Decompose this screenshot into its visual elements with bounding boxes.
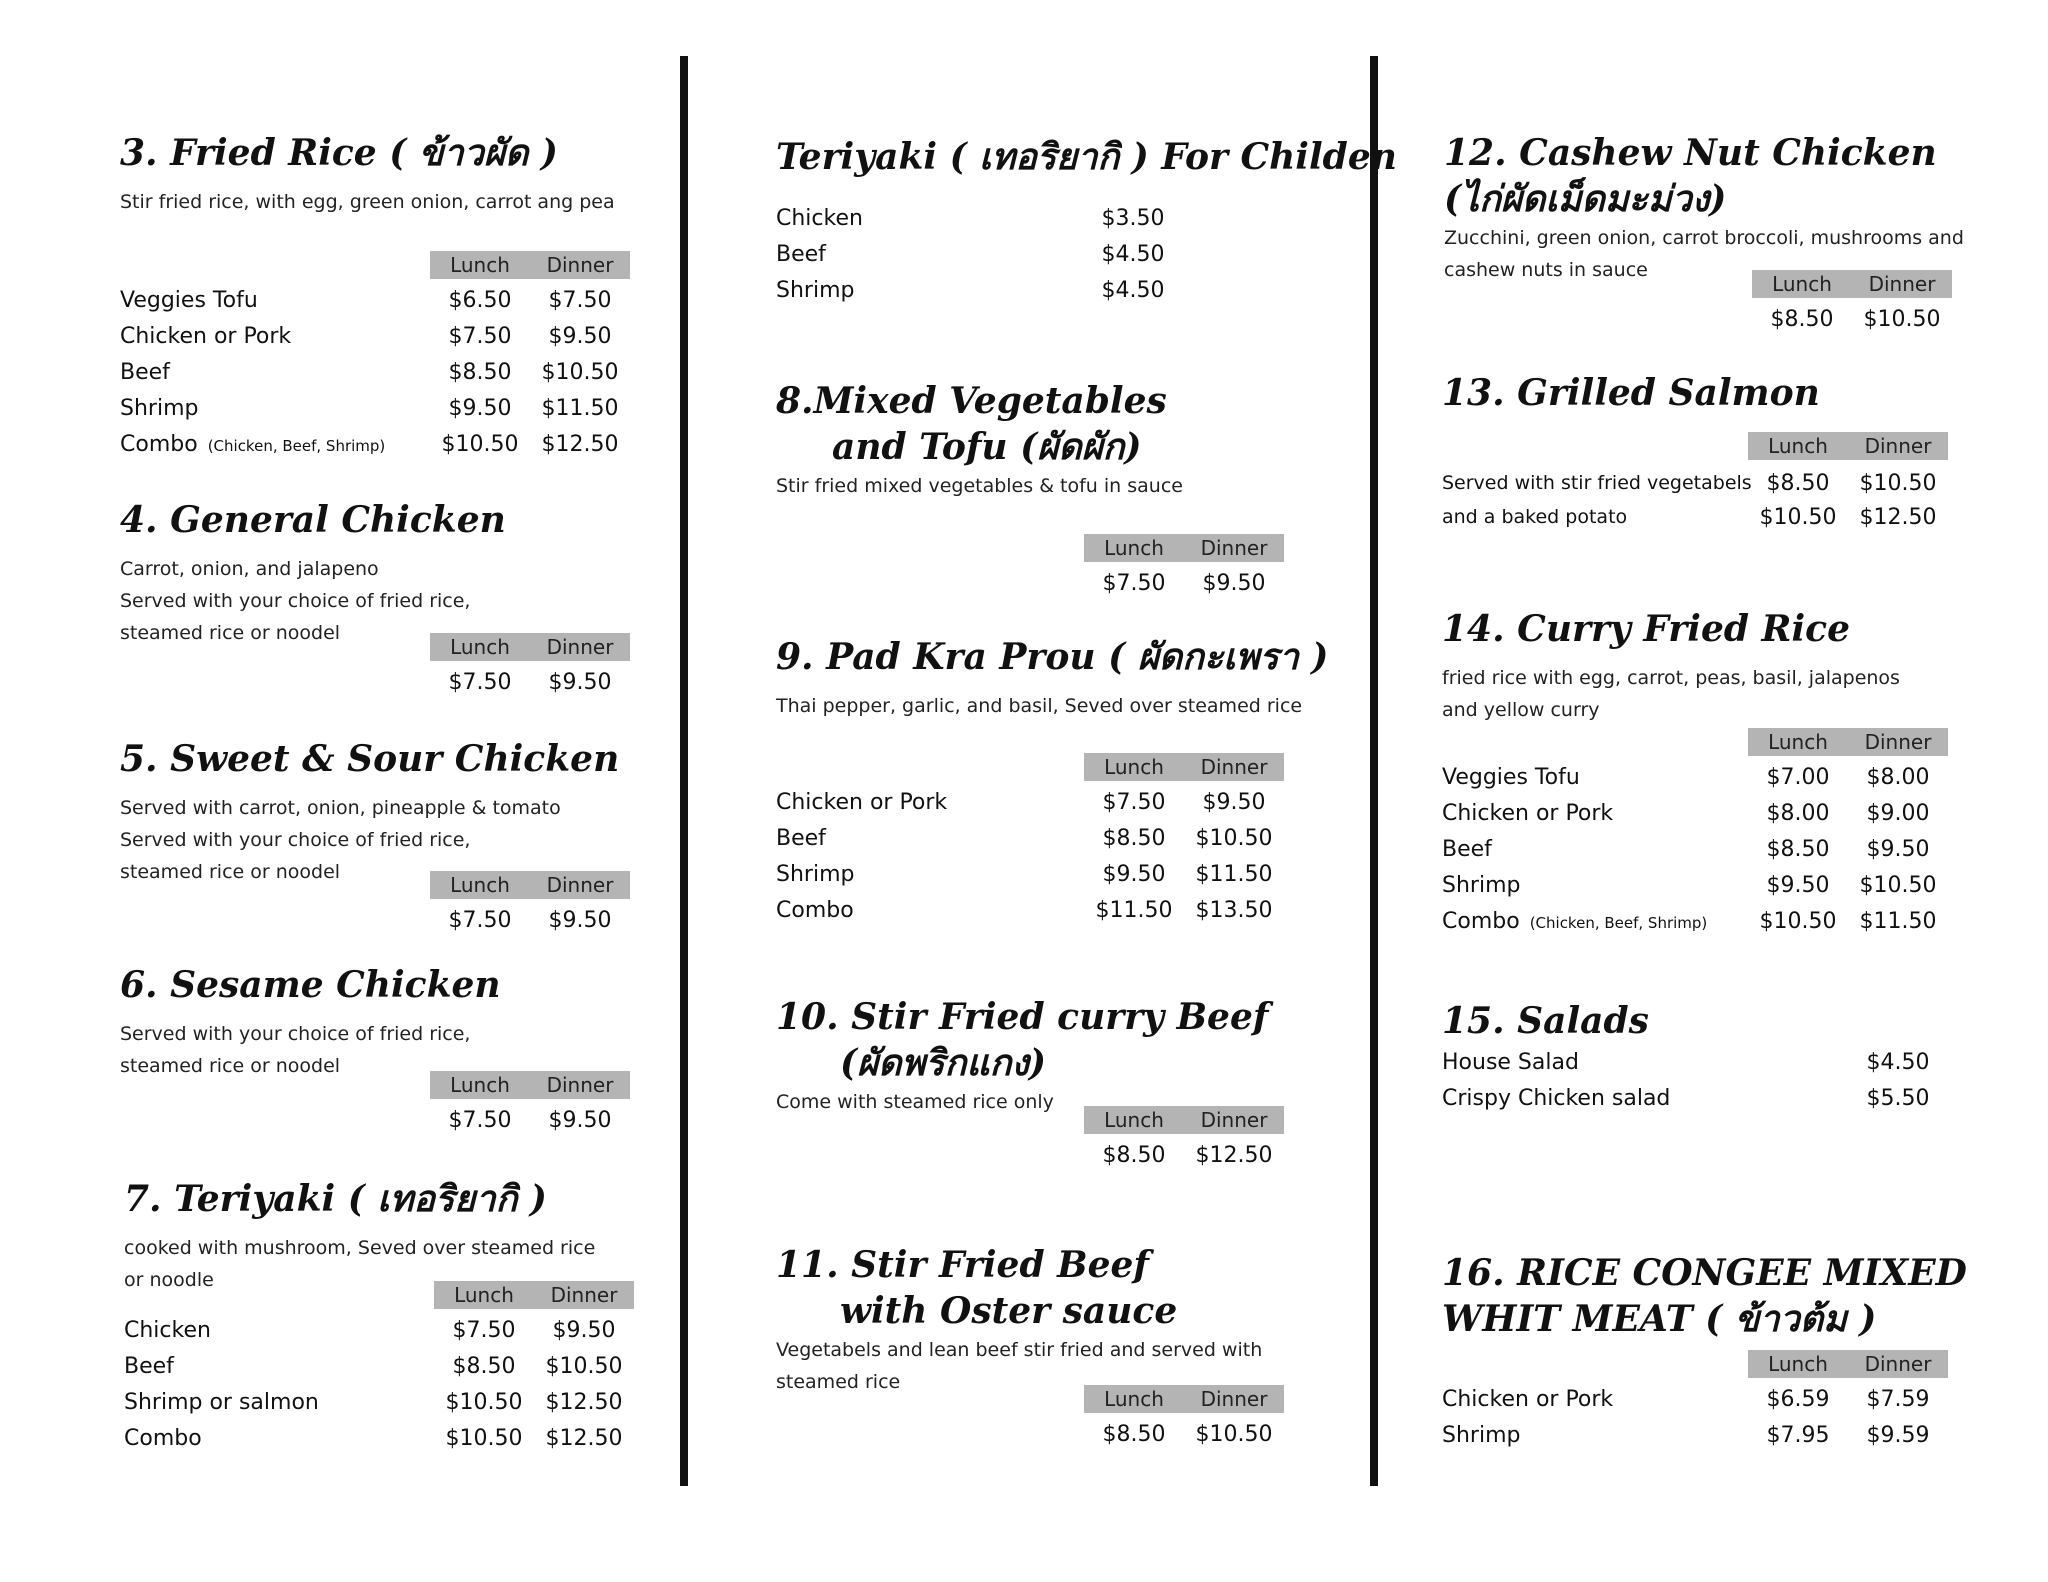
section-title: 4. General Chicken [120,499,506,541]
lunch-price: $10.50 [1759,504,1837,530]
item-name: Shrimp [1442,872,1521,898]
dinner-price: $12.50 [545,1425,623,1451]
menu-item [120,318,620,354]
item-name: Combo [124,1425,202,1451]
section-title: 14. Curry Fried Rice [1442,608,1850,650]
lunch-price: $9.50 [448,395,512,421]
dinner-price: $9.50 [548,323,612,349]
item-price: $5.50 [1866,1085,1930,1111]
section-rice-congee [1442,1250,1967,1342]
dinner-header: Dinner [1868,272,1936,296]
section-description-line: Served with your choice of fried rice, [120,829,471,851]
section-description-line: steamed rice or noodel [120,1055,341,1077]
menu-item [776,272,1176,308]
dinner-price: $9.59 [1866,1422,1930,1448]
section-mixed-vegetables [776,378,1183,502]
section-description-line: steamed rice [776,1371,901,1393]
menu-item [124,1312,624,1348]
price-header [430,1071,630,1099]
dinner-price: $9.50 [1202,570,1266,596]
item-name: Chicken or Pork [776,789,948,815]
dinner-price: $12.50 [545,1389,623,1415]
item-name: Veggies Tofu [1442,764,1580,790]
item-name: Veggies Tofu [120,287,258,313]
lunch-header: Lunch [1104,755,1164,779]
menu-item [1442,1381,1952,1417]
menu-item [776,892,1276,928]
section-description-line: and yellow curry [1442,699,1600,721]
dinner-header: Dinner [546,873,614,897]
section-grilled-salmon [1442,370,1820,416]
dinner-price: $10.50 [1863,306,1941,332]
price-row [1444,301,1954,337]
dinner-price: $8.00 [1866,764,1930,790]
section-title-line: and Tofu (ผัดผัก) [832,426,1142,468]
dinner-price: $10.50 [541,359,619,385]
price-header [434,1281,634,1309]
section-curry-fried-rice [1442,606,1900,726]
lunch-header: Lunch [1768,730,1828,754]
lunch-header: Lunch [1104,536,1164,560]
item-name: Chicken or Pork [1442,800,1614,826]
section-title: 5. Sweet & Sour Chicken [120,738,620,780]
lunch-price: $10.50 [441,431,519,457]
item-name: Chicken [124,1317,211,1343]
item-price: $4.50 [1866,1049,1930,1075]
menu-item [124,1348,624,1384]
item-name: and a baked potato [1442,506,1628,528]
dinner-price: $11.50 [541,395,619,421]
price-header [1084,1385,1284,1413]
lunch-header: Lunch [1772,272,1832,296]
menu-item [124,1420,624,1456]
dinner-price: $9.50 [1866,836,1930,862]
lunch-price: $10.50 [445,1389,523,1415]
item-name-text: Combo [1442,908,1520,934]
menu-item [124,1384,624,1420]
price-header [430,633,630,661]
dinner-price: $9.50 [548,669,612,695]
lunch-price: $7.50 [1102,570,1166,596]
lunch-price: $9.50 [1766,872,1830,898]
section-title: 7. Teriyaki ( เทอริยากิ ) [124,1178,547,1220]
item-name: Shrimp or salmon [124,1389,319,1415]
dinner-price: $11.50 [1195,861,1273,887]
menu-item [776,200,1176,236]
lunch-price: $8.50 [1102,1142,1166,1168]
section-title-line: 11. Stir Fried Beef [776,1244,1149,1286]
item-name: Shrimp [1442,1422,1521,1448]
lunch-header: Lunch [1104,1387,1164,1411]
dinner-price: $12.50 [1859,504,1937,530]
dinner-price: $10.50 [1195,1421,1273,1447]
item-name: Beef [124,1353,174,1379]
dinner-header: Dinner [1200,536,1268,560]
section-fried-rice [120,130,615,218]
lunch-price: $8.50 [1102,825,1166,851]
dinner-header: Dinner [546,1073,614,1097]
item-name: House Salad [1442,1049,1579,1075]
dinner-price: $12.50 [1195,1142,1273,1168]
lunch-price: $10.50 [1759,908,1837,934]
item-name: Shrimp [776,277,855,303]
price-row [120,1102,620,1138]
section-cashew-nut-chicken [1444,130,1964,286]
price-row [776,1416,1276,1452]
section-title-line: 10. Stir Fried curry Beef [776,996,1269,1038]
lunch-header: Lunch [1768,1352,1828,1376]
section-description: Stir fried rice, with egg, green onion, carrot ang pea [120,191,615,213]
lunch-price: $9.50 [1102,861,1166,887]
section-description-line: fried rice with egg, carrot, peas, basil, jalapenos [1442,667,1900,689]
lunch-price: $7.50 [448,669,512,695]
lunch-price: $7.95 [1766,1422,1830,1448]
section-description-line: Served with carrot, onion, pineapple & tomato [120,797,561,819]
section-description: Come with steamed rice only [776,1091,1054,1113]
price-row [120,664,620,700]
menu-item [1442,903,1952,939]
dinner-header: Dinner [546,253,614,277]
section-kids-teriyaki [776,134,1397,180]
section-sweet-sour-chicken [120,736,619,888]
menu-item [120,354,620,390]
section-description-line: steamed rice or noodel [120,861,341,883]
menu-item [776,856,1276,892]
item-name: Chicken or Pork [1442,1386,1614,1412]
lunch-header: Lunch [454,1283,514,1307]
section-sesame-chicken [120,962,501,1082]
section-title-line: 12. Cashew Nut Chicken [1444,132,1937,174]
section-description-line: cashew nuts in sauce [1444,259,1648,281]
section-title: 3. Fried Rice ( ข้าวผัด ) [120,132,558,174]
dinner-price: $10.50 [1195,825,1273,851]
lunch-price: $8.50 [1102,1421,1166,1447]
dinner-price: $12.50 [541,431,619,457]
menu-item [1442,831,1952,867]
section-title: 13. Grilled Salmon [1442,372,1820,414]
section-teriyaki [124,1176,595,1296]
lunch-price: $8.50 [1766,836,1830,862]
section-title-line: 8.Mixed Vegetables [776,380,1167,422]
section-title: 9. Pad Kra Prou ( ผัดกะเพรา ) [776,636,1329,678]
dinner-price: $13.50 [1195,897,1273,923]
section-stir-fried-beef [776,1242,1262,1398]
price-header [1084,534,1284,562]
lunch-header: Lunch [450,1073,510,1097]
section-description-line: Zucchini, green onion, carrot broccoli, mushrooms and [1444,227,1964,249]
dinner-price: $11.50 [1859,908,1937,934]
menu-item [1442,1080,1952,1116]
item-name: Served with stir fried vegetabels [1442,472,1752,494]
menu-item [776,820,1276,856]
lunch-header: Lunch [1104,1108,1164,1132]
price-header [1752,270,1952,298]
price-row [776,565,1276,601]
item-name: Beef [776,825,826,851]
menu-item [1442,759,1952,795]
lunch-price: $7.50 [452,1317,516,1343]
section-description-line: Served with your choice of fried rice, [120,1023,471,1045]
dinner-price: $9.50 [552,1317,616,1343]
section-description: Stir fried mixed vegetables & tofu in sauce [776,475,1183,497]
dinner-header: Dinner [1864,434,1932,458]
lunch-price: $6.59 [1766,1386,1830,1412]
item-name: Beef [776,241,826,267]
menu-item [1442,1044,1952,1080]
lunch-price: $8.00 [1766,800,1830,826]
item-name: Chicken or Pork [120,323,292,349]
menu-item [120,390,620,426]
menu-item [1442,1417,1952,1453]
item-name [120,432,385,457]
item-note: (Chicken, Beef, Shrimp) [1529,913,1708,932]
lunch-price: $7.50 [448,323,512,349]
dinner-price: $9.50 [1202,789,1266,815]
price-header [430,251,630,279]
section-title-line: (ไก่ผัดเม็ดมะม่วง) [1444,178,1727,220]
section-description-line: Served with your choice of fried rice, [120,590,471,612]
item-note: (Chicken, Beef, Shrimp) [207,436,386,455]
lunch-price: $8.50 [1766,470,1830,496]
menu-item [776,236,1176,272]
section-title-line: with Oster sauce [840,1290,1178,1332]
price-row [776,1137,1276,1173]
item-name: Shrimp [776,861,855,887]
section-stir-fried-curry-beef [776,994,1268,1118]
lunch-header: Lunch [450,873,510,897]
section-salads [1442,998,1649,1044]
lunch-price: $11.50 [1095,897,1173,923]
dinner-price: $9.50 [548,907,612,933]
section-general-chicken [120,497,506,649]
item-price: $4.50 [1101,277,1165,303]
section-description-line: Carrot, onion, and jalapeno [120,558,379,580]
price-header [1084,1106,1284,1134]
item-name [1442,909,1707,934]
section-description: Thai pepper, garlic, and basil, Seved over steamed rice [776,695,1303,717]
lunch-price: $8.50 [452,1353,516,1379]
lunch-price: $8.50 [1770,306,1834,332]
lunch-price: $7.00 [1766,764,1830,790]
item-price: $4.50 [1101,241,1165,267]
section-title-line: 16. RICE CONGEE MIXED [1442,1252,1967,1294]
dinner-price: $10.50 [1859,872,1937,898]
lunch-price: $7.50 [448,907,512,933]
menu-item [120,426,620,462]
section-description-line: cooked with mushroom, Seved over steamed rice [124,1237,596,1259]
section-description-line: steamed rice or noodel [120,622,341,644]
lunch-price: $8.50 [448,359,512,385]
price-header [430,871,630,899]
dinner-price: $10.50 [545,1353,623,1379]
item-name-text: Combo [120,431,198,457]
dinner-header: Dinner [1200,1108,1268,1132]
dinner-price: $10.50 [1859,470,1937,496]
price-header [1084,753,1284,781]
price-header [1748,728,1948,756]
dinner-price: $7.59 [1866,1386,1930,1412]
dinner-header: Dinner [1200,755,1268,779]
item-name: Beef [120,359,170,385]
item-name: Chicken [776,205,863,231]
item-name: Beef [1442,836,1492,862]
dinner-header: Dinner [1200,1387,1268,1411]
column-divider-left [680,56,688,1486]
menu-item [1442,867,1952,903]
dinner-header: Dinner [1864,730,1932,754]
item-name: Shrimp [120,395,199,421]
lunch-price: $7.50 [448,1107,512,1133]
dinner-price: $9.00 [1866,800,1930,826]
item-name: Combo [776,897,854,923]
item-price: $3.50 [1101,205,1165,231]
dinner-price: $9.50 [548,1107,612,1133]
lunch-price: $7.50 [1102,789,1166,815]
lunch-header: Lunch [450,635,510,659]
section-pad-kra-prou [776,634,1328,722]
section-title: 6. Sesame Chicken [120,964,501,1006]
section-title: 15. Salads [1442,1000,1649,1042]
section-title-line: WHIT MEAT ( ข้าวต้ม ) [1442,1298,1877,1340]
dinner-header: Dinner [550,1283,618,1307]
price-header [1748,1350,1948,1378]
lunch-header: Lunch [450,253,510,277]
menu-item [120,282,620,318]
section-title-line: (ผัดพริกแกง) [840,1042,1046,1084]
dinner-header: Dinner [1864,1352,1932,1376]
lunch-header: Lunch [1768,434,1828,458]
column-divider-right [1370,56,1378,1486]
item-name: Crispy Chicken salad [1442,1085,1671,1111]
menu-item [1442,499,1952,535]
lunch-price: $6.50 [448,287,512,313]
menu-item [776,784,1276,820]
section-description-line: or noodle [124,1269,214,1291]
price-header [1748,432,1948,460]
dinner-price: $7.50 [548,287,612,313]
section-title: Teriyaki ( เทอริยากิ ) For Childen [776,136,1397,178]
lunch-price: $10.50 [445,1425,523,1451]
section-description-line: Vegetabels and lean beef stir fried and served with [776,1339,1263,1361]
menu-item [1442,465,1952,501]
menu-item [1442,795,1952,831]
price-row [120,902,620,938]
dinner-header: Dinner [546,635,614,659]
